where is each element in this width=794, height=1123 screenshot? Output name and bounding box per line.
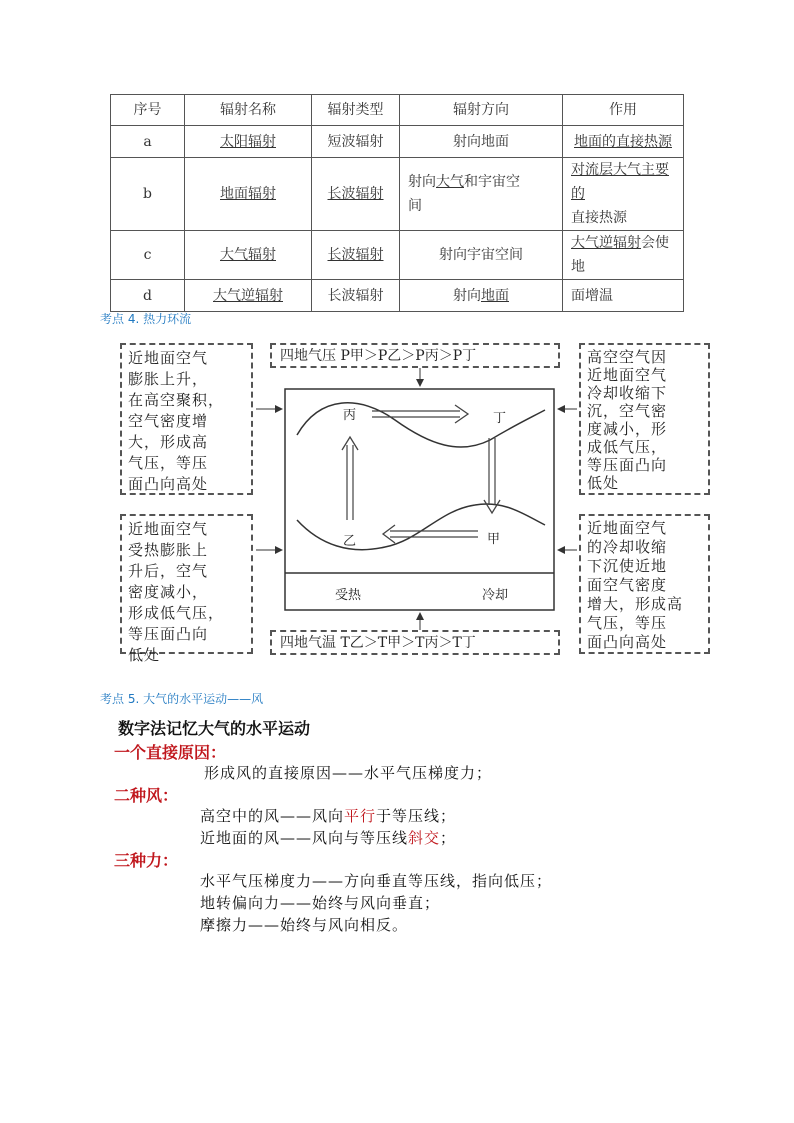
two-winds-title: 二种风： bbox=[114, 786, 179, 805]
header-type: 辐射类型 bbox=[312, 95, 400, 126]
row-name bbox=[185, 231, 312, 280]
table-row bbox=[111, 126, 684, 158]
row-type-text: 长波辐射 bbox=[327, 186, 384, 202]
box-line: 低处 bbox=[128, 646, 161, 664]
pressure-box: 四地气压 P甲＞P乙＞P丙＞P丁 bbox=[270, 343, 560, 368]
row-type bbox=[312, 158, 400, 231]
box-line: 冷却收缩下 bbox=[587, 384, 668, 402]
arrow-jia-to-yi bbox=[383, 525, 395, 543]
row-effect bbox=[563, 231, 684, 280]
row-name bbox=[185, 280, 312, 312]
box-line: 近地面空气 bbox=[128, 349, 209, 367]
upper-isobar bbox=[297, 403, 545, 447]
dir-part-underlined: 地面 bbox=[481, 287, 509, 304]
label-jia: 甲 bbox=[487, 532, 501, 547]
table-row bbox=[111, 158, 684, 231]
arrow-bing-to-ding bbox=[455, 405, 468, 423]
box-line: 的冷却收缩 bbox=[587, 538, 668, 556]
box-bottom-right bbox=[579, 514, 710, 654]
row-effect-text: 地面的直接热源 bbox=[574, 133, 672, 150]
row-direction: 射向地面 bbox=[400, 126, 563, 158]
dir-part: 射向 bbox=[408, 174, 436, 190]
box-line: 面空气密度 bbox=[587, 576, 668, 594]
box-line: 增大，形成高 bbox=[587, 595, 684, 613]
wind-high-text: 于等压线； bbox=[376, 807, 457, 825]
box-line: 形成低气压， bbox=[128, 604, 225, 622]
box-line: 成低气压， bbox=[587, 438, 668, 456]
label-heated: 受热 bbox=[335, 588, 362, 603]
row-index: d bbox=[111, 280, 185, 312]
section-5-title: 考点 5. 大气的水平运动——风 bbox=[100, 692, 264, 706]
one-cause-line: 形成风的直接原因——水平气压梯度力； bbox=[204, 764, 493, 782]
row-index: a bbox=[111, 126, 185, 158]
box-bottom-left bbox=[120, 514, 253, 664]
circulation-frame bbox=[285, 389, 554, 610]
row-index: b bbox=[111, 158, 185, 231]
wind-low-text: 近地面的风——风向与等压线 bbox=[200, 829, 409, 847]
section-4-title: 考点 4. 热力环流 bbox=[100, 312, 192, 326]
table-row bbox=[111, 231, 684, 280]
row-effect bbox=[563, 158, 684, 231]
box-line: 低处 bbox=[587, 474, 620, 492]
header-direction: 辐射方向 bbox=[400, 95, 563, 126]
row-effect-text: 直接热源 bbox=[571, 210, 627, 226]
dir-part: 和宇宙空 bbox=[464, 174, 520, 190]
box-line: 空气密度增 bbox=[128, 412, 209, 430]
box-line: 大，形成高 bbox=[128, 433, 209, 451]
force-2: 地转偏向力——始终与风向垂直； bbox=[200, 894, 441, 912]
box-line: 近地面空气 bbox=[587, 366, 668, 384]
wind-low-keyword: 斜交 bbox=[408, 829, 441, 847]
box-line: 近地面空气 bbox=[587, 519, 668, 537]
box-line: 等压面凸向 bbox=[587, 456, 668, 474]
box-line: 度减小，形 bbox=[587, 420, 668, 438]
wind-high-line bbox=[200, 805, 456, 826]
arrow-yi-to-bing bbox=[342, 437, 358, 450]
row-name bbox=[185, 158, 312, 231]
lower-isobar bbox=[297, 504, 545, 550]
row-effect: 面增温 bbox=[563, 280, 684, 312]
label-ding: 丁 bbox=[493, 411, 507, 426]
box-line: 受热膨胀上 bbox=[128, 541, 209, 559]
row-type bbox=[312, 231, 400, 280]
header-index: 序号 bbox=[111, 95, 185, 126]
box-top-left bbox=[120, 343, 253, 495]
three-forces-title: 三种力： bbox=[114, 851, 179, 870]
box-line: 近地面空气 bbox=[128, 520, 209, 538]
row-name bbox=[185, 126, 312, 158]
row-type-text: 长波辐射 bbox=[327, 247, 384, 263]
force-3: 摩擦力——始终与风向相反。 bbox=[200, 916, 409, 934]
dir-part: 射向 bbox=[453, 287, 481, 304]
dir-part-underlined: 大气 bbox=[436, 174, 464, 190]
row-index: c bbox=[111, 231, 185, 280]
header-name: 辐射名称 bbox=[185, 95, 312, 126]
box-line: 沉，空气密 bbox=[587, 402, 668, 420]
table-header-row bbox=[111, 95, 684, 126]
row-name-text: 太阳辐射 bbox=[220, 133, 276, 150]
row-type: 长波辐射 bbox=[312, 280, 400, 312]
wind-low-line bbox=[200, 827, 456, 848]
row-direction bbox=[400, 280, 563, 312]
table-row bbox=[111, 280, 684, 312]
row-effect bbox=[563, 126, 684, 158]
arrow-ding-to-jia bbox=[484, 500, 500, 513]
box-line: 密度减小， bbox=[128, 583, 209, 601]
box-line: 在高空聚积， bbox=[128, 391, 225, 409]
row-direction: 射向宇宙空间 bbox=[400, 231, 563, 280]
wind-low-text: ； bbox=[440, 829, 457, 847]
row-effect-text: 会使地 bbox=[571, 235, 669, 275]
box-line: 面凸向高处 bbox=[128, 475, 209, 493]
box-line: 升后，空气 bbox=[128, 562, 209, 580]
row-effect-text: 大气逆辐射 bbox=[571, 235, 641, 251]
one-cause-title: 一个直接原因： bbox=[114, 743, 227, 762]
dir-part: 间 bbox=[408, 198, 422, 214]
row-name-text: 大气逆辐射 bbox=[213, 287, 283, 304]
force-1: 水平气压梯度力——方向垂直等压线，指向低压； bbox=[200, 872, 553, 890]
box-top-right bbox=[579, 343, 710, 495]
box-line: 膨胀上升， bbox=[128, 370, 209, 388]
box-line: 气压，等压 bbox=[587, 614, 668, 632]
box-line: 面凸向高处 bbox=[587, 633, 668, 651]
row-type: 短波辐射 bbox=[312, 126, 400, 158]
box-line: 下沉使近地 bbox=[587, 557, 668, 575]
box-line: 等压面凸向 bbox=[128, 625, 209, 643]
row-direction bbox=[400, 158, 563, 231]
wind-heading: 数字法记忆大气的水平运动 bbox=[118, 719, 311, 738]
box-line: 高空空气因 bbox=[587, 348, 668, 366]
row-effect-text: 对流层大气主要的 bbox=[571, 162, 669, 202]
box-line: 气压，等压 bbox=[128, 454, 209, 472]
label-yi: 乙 bbox=[343, 534, 357, 549]
radiation-table bbox=[110, 94, 684, 312]
temperature-box: 四地气温 T乙＞T甲＞T丙＞T丁 bbox=[270, 630, 560, 655]
header-effect: 作用 bbox=[563, 95, 684, 126]
wind-high-text: 高空中的风——风向 bbox=[200, 807, 345, 825]
label-cooled: 冷却 bbox=[482, 588, 509, 603]
label-bing: 丙 bbox=[343, 408, 357, 423]
wind-high-keyword: 平行 bbox=[344, 807, 377, 825]
row-name-text: 地面辐射 bbox=[220, 186, 276, 202]
row-name-text: 大气辐射 bbox=[220, 247, 276, 263]
